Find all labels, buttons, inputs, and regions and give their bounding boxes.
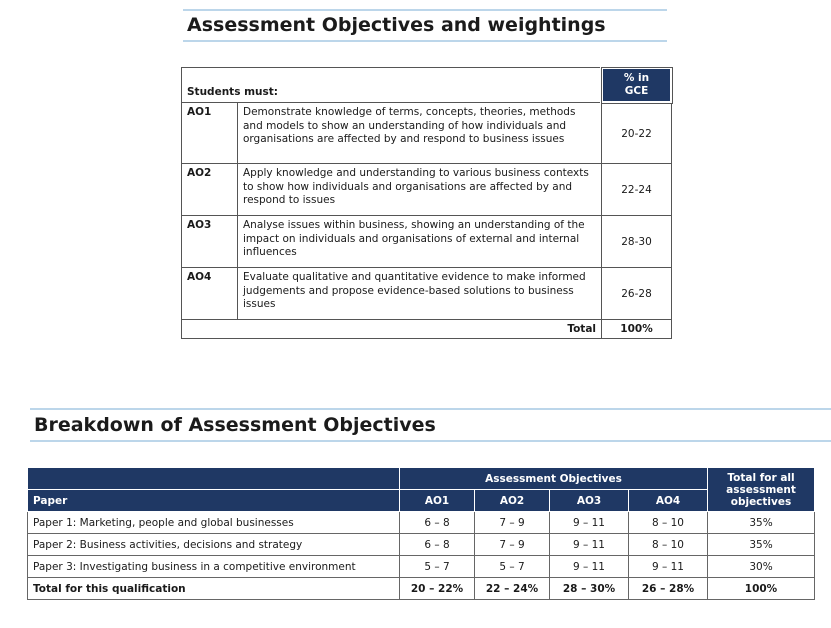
ao-description: Evaluate qualitative and quantitative evidence to make informed judgements and propose evidence-based solutions to business issues <box>238 268 602 320</box>
assessment-objectives-title: Assessment Objectives and weightings <box>183 9 667 42</box>
ao2-value: 5 – 7 <box>475 556 550 578</box>
ao3-value: 9 – 11 <box>550 512 629 534</box>
qualification-total-row <box>28 578 815 600</box>
total-row <box>182 320 672 339</box>
total-all-objectives-header <box>708 468 815 512</box>
ao1-value: 6 – 8 <box>400 534 475 556</box>
table-row <box>28 512 815 534</box>
ao1-total: 20 – 22% <box>400 578 475 600</box>
ao4-value: 9 – 11 <box>629 556 708 578</box>
ao2-total: 22 – 24% <box>475 578 550 600</box>
ao1-value: 6 – 8 <box>400 512 475 534</box>
ao4-total: 26 – 28% <box>629 578 708 600</box>
ao-description: Apply knowledge and understanding to various business contexts to show how individuals and organisations are affected by and respond to issues <box>238 164 602 216</box>
ao2-value: 7 – 9 <box>475 534 550 556</box>
ao-percentage: 28-30 <box>602 216 672 268</box>
table-row <box>182 268 672 320</box>
ao-code: AO2 <box>182 164 238 216</box>
ao-percentage: 22-24 <box>602 164 672 216</box>
ao3-header: AO3 <box>550 490 629 512</box>
ao2-value: 7 – 9 <box>475 512 550 534</box>
table-row <box>182 103 672 164</box>
paper-total: 35% <box>708 512 815 534</box>
total-label: Total <box>182 320 602 339</box>
paper-name: Paper 3: Investigating business in a competitive environment <box>28 556 400 578</box>
table-row <box>28 534 815 556</box>
ao4-header: AO4 <box>629 490 708 512</box>
ao1-header: AO1 <box>400 490 475 512</box>
paper-name: Paper 1: Marketing, people and global businesses <box>28 512 400 534</box>
table-row <box>182 216 672 268</box>
breakdown-table <box>27 467 815 600</box>
qualification-total: 100% <box>708 578 815 600</box>
ao4-value: 8 – 10 <box>629 534 708 556</box>
ao2-header: AO2 <box>475 490 550 512</box>
ao3-total: 28 – 30% <box>550 578 629 600</box>
ao4-value: 8 – 10 <box>629 512 708 534</box>
table-row <box>28 556 815 578</box>
assessment-objectives-header: Assessment Objectives <box>400 468 708 490</box>
ao-code: AO3 <box>182 216 238 268</box>
ao-code: AO4 <box>182 268 238 320</box>
ao1-value: 5 – 7 <box>400 556 475 578</box>
ao-description: Analyse issues within business, showing an understanding of the impact on individuals and organisations of external and internal influences <box>238 216 602 268</box>
total-value: 100% <box>602 320 672 339</box>
paper-header: Paper <box>28 490 400 512</box>
header-row-top <box>28 468 815 490</box>
ao-percentage: 26-28 <box>602 268 672 320</box>
students-must-label: Students must: <box>182 68 602 103</box>
header-row-bottom <box>28 490 815 512</box>
total-header-line1: Total for all <box>727 471 795 484</box>
ao-code: AO1 <box>182 103 238 164</box>
percent-in-label: % in <box>623 72 650 84</box>
ao-percentage: 20-22 <box>602 103 672 164</box>
paper-total: 35% <box>708 534 815 556</box>
breakdown-title: Breakdown of Assessment Objectives <box>30 408 831 442</box>
table-header-row <box>182 68 672 103</box>
paper-name: Paper 2: Business activities, decisions and strategy <box>28 534 400 556</box>
total-header-line2: assessment <box>726 483 796 496</box>
gce-label: GCE <box>624 85 649 97</box>
ao3-value: 9 – 11 <box>550 534 629 556</box>
ao3-value: 9 – 11 <box>550 556 629 578</box>
percent-in-gce-header <box>602 68 672 103</box>
assessment-objectives-table <box>181 66 673 339</box>
total-header-line3: objectives <box>730 495 792 508</box>
ao-description: Demonstrate knowledge of terms, concepts, theories, methods and models to show an understanding of how individuals and organisations are affected by and respond to business issues <box>238 103 602 164</box>
qualification-total-label: Total for this qualification <box>28 578 400 600</box>
paper-header-spacer <box>28 468 400 490</box>
paper-total: 30% <box>708 556 815 578</box>
table-row <box>182 164 672 216</box>
